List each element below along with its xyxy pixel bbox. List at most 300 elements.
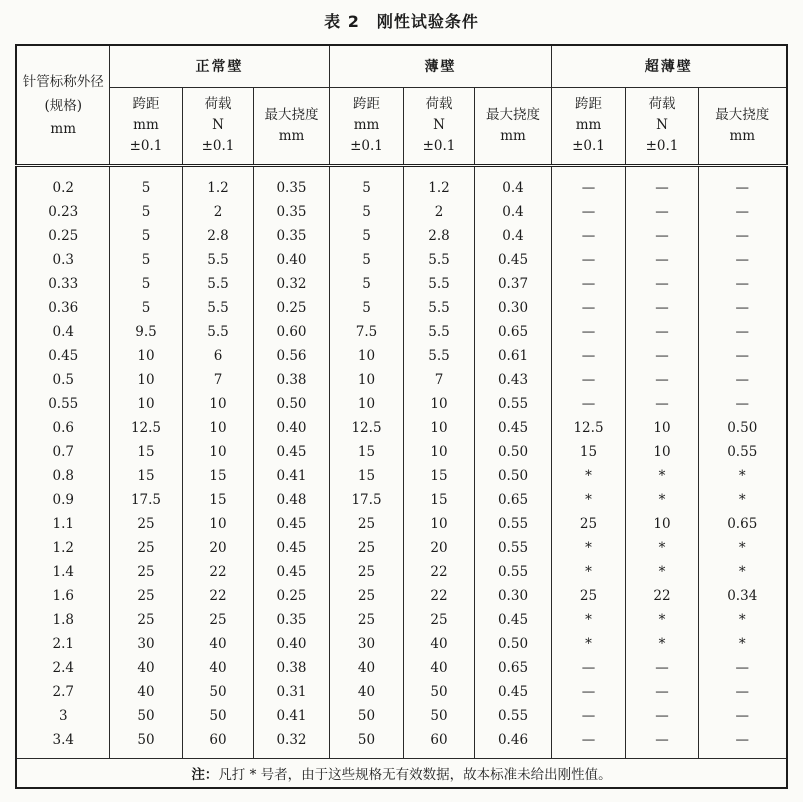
group-label-normal-wall: 正常壁 bbox=[195, 59, 244, 76]
corner-header-name: 针管标称外径(规格) bbox=[22, 73, 104, 114]
value-cell: 5 bbox=[330, 272, 404, 296]
value-cell: 0.32 bbox=[253, 728, 329, 759]
value-cell: — bbox=[552, 272, 626, 296]
value-cell: — bbox=[626, 248, 699, 272]
value-cell: 5 bbox=[109, 296, 182, 320]
value-cell: 5 bbox=[109, 165, 182, 200]
value-cell: 0.38 bbox=[253, 368, 329, 392]
value-cell: * bbox=[626, 608, 699, 632]
value-cell: — bbox=[552, 165, 626, 200]
value-cell: * bbox=[626, 536, 699, 560]
value-cell: — bbox=[626, 704, 699, 728]
value-cell: 5 bbox=[330, 296, 404, 320]
value-cell: 25 bbox=[552, 512, 626, 536]
subheader-text: ±0.1 bbox=[201, 138, 235, 154]
value-cell: 40 bbox=[109, 680, 182, 704]
value-cell: 0.41 bbox=[253, 464, 329, 488]
value-cell: 0.40 bbox=[253, 416, 329, 440]
value-cell: 0.40 bbox=[253, 632, 329, 656]
value-cell: — bbox=[699, 344, 787, 368]
value-cell: 2.8 bbox=[404, 224, 475, 248]
group-header-thin-wall bbox=[330, 45, 552, 87]
value-cell: — bbox=[552, 656, 626, 680]
value-cell: — bbox=[699, 680, 787, 704]
value-cell: 5 bbox=[330, 248, 404, 272]
subheader-text: ±0.1 bbox=[645, 138, 679, 154]
value-cell: 0.40 bbox=[253, 248, 329, 272]
value-cell: 25 bbox=[330, 512, 404, 536]
spec-cell: 2.4 bbox=[16, 656, 109, 680]
value-cell: 10 bbox=[626, 440, 699, 464]
corner-header-cell bbox=[16, 45, 109, 165]
value-cell: — bbox=[699, 368, 787, 392]
subheader-text: ±0.1 bbox=[129, 138, 163, 154]
value-cell: — bbox=[552, 344, 626, 368]
value-cell: 0.60 bbox=[253, 320, 329, 344]
subheader-thin-span bbox=[330, 87, 404, 165]
value-cell: 15 bbox=[552, 440, 626, 464]
value-cell: 40 bbox=[330, 656, 404, 680]
value-cell: 5 bbox=[330, 224, 404, 248]
subheader-ultra-load bbox=[626, 87, 699, 165]
value-cell: — bbox=[626, 392, 699, 416]
subheader-text: 跨距 bbox=[575, 96, 602, 112]
table-row bbox=[16, 248, 786, 272]
spec-cell: 1.4 bbox=[16, 560, 109, 584]
value-cell: 50 bbox=[109, 728, 182, 759]
table-row bbox=[16, 200, 786, 224]
corner-header-unit: mm bbox=[50, 120, 77, 137]
value-cell: 0.41 bbox=[253, 704, 329, 728]
value-cell: 22 bbox=[182, 560, 253, 584]
value-cell: 0.45 bbox=[253, 512, 329, 536]
value-cell: * bbox=[552, 536, 626, 560]
table-row bbox=[16, 416, 786, 440]
table-row bbox=[16, 272, 786, 296]
value-cell: 20 bbox=[182, 536, 253, 560]
value-cell: — bbox=[552, 320, 626, 344]
value-cell: 0.50 bbox=[699, 416, 787, 440]
value-cell: 5 bbox=[109, 200, 182, 224]
table-row bbox=[16, 704, 786, 728]
value-cell: 50 bbox=[182, 680, 253, 704]
value-cell: 0.45 bbox=[475, 416, 552, 440]
value-cell: — bbox=[699, 320, 787, 344]
value-cell: 0.35 bbox=[253, 200, 329, 224]
table-footer bbox=[16, 758, 786, 788]
spec-cell: 0.8 bbox=[16, 464, 109, 488]
subheader-text: 荷载 bbox=[425, 96, 453, 112]
value-cell: — bbox=[552, 200, 626, 224]
value-cell: 0.55 bbox=[475, 512, 552, 536]
subheader-text: 荷载 bbox=[648, 96, 676, 112]
subheader-text: mm bbox=[575, 117, 602, 133]
value-cell: 0.48 bbox=[253, 488, 329, 512]
value-cell: 40 bbox=[404, 656, 475, 680]
value-cell: 0.55 bbox=[475, 392, 552, 416]
spec-cell: 0.7 bbox=[16, 440, 109, 464]
spec-cell: 1.6 bbox=[16, 584, 109, 608]
value-cell: * bbox=[699, 536, 787, 560]
value-cell: * bbox=[699, 560, 787, 584]
value-cell: — bbox=[699, 224, 787, 248]
value-cell: 0.35 bbox=[253, 165, 329, 200]
value-cell: 0.55 bbox=[475, 560, 552, 584]
value-cell: — bbox=[626, 165, 699, 200]
value-cell: 0.45 bbox=[475, 680, 552, 704]
value-cell: 0.34 bbox=[699, 584, 787, 608]
subheader-text: ±0.1 bbox=[572, 138, 605, 154]
spec-cell: 0.33 bbox=[16, 272, 109, 296]
subheader-text: mm bbox=[353, 117, 380, 133]
value-cell: 40 bbox=[182, 632, 253, 656]
value-cell: 5 bbox=[109, 272, 182, 296]
value-cell: 0.65 bbox=[475, 656, 552, 680]
value-cell: 9.5 bbox=[109, 320, 182, 344]
value-cell: 5.5 bbox=[182, 272, 253, 296]
subheader-normal-load bbox=[182, 87, 253, 165]
value-cell: 0.30 bbox=[475, 296, 552, 320]
table-row bbox=[16, 512, 786, 536]
value-cell: 0.45 bbox=[253, 560, 329, 584]
value-cell: — bbox=[699, 165, 787, 200]
value-cell: 22 bbox=[182, 584, 253, 608]
table-row bbox=[16, 536, 786, 560]
value-cell: 20 bbox=[404, 536, 475, 560]
value-cell: 25 bbox=[330, 584, 404, 608]
spec-cell: 0.6 bbox=[16, 416, 109, 440]
value-cell: — bbox=[699, 296, 787, 320]
value-cell: 15 bbox=[404, 464, 475, 488]
spec-cell: 0.2 bbox=[16, 165, 109, 200]
value-cell: 0.38 bbox=[253, 656, 329, 680]
table-row bbox=[16, 368, 786, 392]
table-row bbox=[16, 165, 786, 200]
value-cell: 30 bbox=[109, 632, 182, 656]
value-cell: * bbox=[552, 464, 626, 488]
table-row bbox=[16, 296, 786, 320]
value-cell: 25 bbox=[109, 608, 182, 632]
value-cell: 5 bbox=[330, 200, 404, 224]
value-cell: 0.55 bbox=[475, 704, 552, 728]
value-cell: 17.5 bbox=[109, 488, 182, 512]
subheader-text: mm bbox=[133, 117, 159, 133]
table-row bbox=[16, 392, 786, 416]
value-cell: 40 bbox=[182, 656, 253, 680]
value-cell: 0.25 bbox=[253, 296, 329, 320]
value-cell: 0.45 bbox=[475, 608, 552, 632]
value-cell: — bbox=[699, 392, 787, 416]
value-cell: 0.31 bbox=[253, 680, 329, 704]
subheader-text: N bbox=[656, 117, 668, 133]
value-cell: 0.50 bbox=[253, 392, 329, 416]
value-cell: — bbox=[626, 200, 699, 224]
table-row bbox=[16, 224, 786, 248]
value-cell: 0.4 bbox=[475, 200, 552, 224]
value-cell: 10 bbox=[182, 416, 253, 440]
value-cell: — bbox=[699, 200, 787, 224]
value-cell: — bbox=[699, 728, 787, 759]
spec-cell: 1.2 bbox=[16, 536, 109, 560]
table-row bbox=[16, 560, 786, 584]
value-cell: 0.65 bbox=[475, 320, 552, 344]
value-cell: 15 bbox=[182, 464, 253, 488]
value-cell: — bbox=[626, 656, 699, 680]
value-cell: 25 bbox=[330, 608, 404, 632]
value-cell: 22 bbox=[404, 560, 475, 584]
value-cell: 17.5 bbox=[330, 488, 404, 512]
subheader-text: 最大挠度 bbox=[715, 106, 770, 123]
value-cell: 0.35 bbox=[253, 608, 329, 632]
subheader-normal-deflection bbox=[253, 87, 329, 165]
value-cell: 10 bbox=[109, 368, 182, 392]
value-cell: 5 bbox=[330, 165, 404, 200]
subheader-text: mm bbox=[500, 127, 526, 144]
group-header-normal-wall bbox=[109, 45, 329, 87]
value-cell: 25 bbox=[182, 608, 253, 632]
value-cell: 10 bbox=[404, 512, 475, 536]
value-cell: 5.5 bbox=[182, 296, 253, 320]
value-cell: * bbox=[699, 632, 787, 656]
sub-header-row bbox=[16, 87, 786, 165]
table-row bbox=[16, 608, 786, 632]
value-cell: 0.50 bbox=[475, 440, 552, 464]
value-cell: 10 bbox=[182, 512, 253, 536]
value-cell: 15 bbox=[109, 440, 182, 464]
value-cell: 50 bbox=[404, 704, 475, 728]
value-cell: 10 bbox=[404, 416, 475, 440]
value-cell: — bbox=[552, 224, 626, 248]
spec-cell: 0.5 bbox=[16, 368, 109, 392]
value-cell: — bbox=[699, 704, 787, 728]
value-cell: 25 bbox=[330, 536, 404, 560]
subheader-text: ±0.1 bbox=[350, 138, 383, 154]
value-cell: 10 bbox=[182, 440, 253, 464]
value-cell: 0.65 bbox=[699, 512, 787, 536]
spec-cell: 0.4 bbox=[16, 320, 109, 344]
subheader-thin-load bbox=[404, 87, 475, 165]
value-cell: * bbox=[699, 488, 787, 512]
value-cell: 5.5 bbox=[404, 272, 475, 296]
value-cell: 10 bbox=[109, 392, 182, 416]
value-cell: 0.30 bbox=[475, 584, 552, 608]
value-cell: * bbox=[626, 464, 699, 488]
value-cell: 0.4 bbox=[475, 224, 552, 248]
value-cell: 10 bbox=[330, 392, 404, 416]
value-cell: 25 bbox=[552, 584, 626, 608]
value-cell: * bbox=[626, 488, 699, 512]
value-cell: 7.5 bbox=[330, 320, 404, 344]
value-cell: 0.50 bbox=[475, 464, 552, 488]
value-cell: 10 bbox=[330, 368, 404, 392]
value-cell: * bbox=[699, 608, 787, 632]
value-cell: 15 bbox=[109, 464, 182, 488]
value-cell: 40 bbox=[330, 680, 404, 704]
value-cell: 12.5 bbox=[330, 416, 404, 440]
value-cell: * bbox=[626, 632, 699, 656]
value-cell: 0.61 bbox=[475, 344, 552, 368]
value-cell: 2 bbox=[404, 200, 475, 224]
subheader-text: N bbox=[212, 117, 224, 133]
value-cell: 0.55 bbox=[475, 536, 552, 560]
value-cell: 30 bbox=[330, 632, 404, 656]
table-header bbox=[16, 45, 786, 165]
value-cell: 15 bbox=[404, 488, 475, 512]
table-row bbox=[16, 440, 786, 464]
spec-cell: 1.8 bbox=[16, 608, 109, 632]
value-cell: — bbox=[626, 272, 699, 296]
value-cell: — bbox=[552, 368, 626, 392]
value-cell: — bbox=[552, 392, 626, 416]
value-cell: — bbox=[626, 344, 699, 368]
table-row bbox=[16, 464, 786, 488]
table-row bbox=[16, 488, 786, 512]
value-cell: — bbox=[552, 704, 626, 728]
group-header-ultra-thin-wall bbox=[552, 45, 787, 87]
value-cell: 50 bbox=[182, 704, 253, 728]
table-row bbox=[16, 344, 786, 368]
value-cell: 60 bbox=[404, 728, 475, 759]
value-cell: 5.5 bbox=[404, 296, 475, 320]
subheader-text: 最大挠度 bbox=[264, 106, 319, 123]
value-cell: 0.65 bbox=[475, 488, 552, 512]
spec-cell: 0.45 bbox=[16, 344, 109, 368]
value-cell: 5.5 bbox=[404, 248, 475, 272]
value-cell: 0.45 bbox=[253, 536, 329, 560]
spec-cell: 2.1 bbox=[16, 632, 109, 656]
value-cell: 25 bbox=[330, 560, 404, 584]
table-body bbox=[16, 165, 786, 758]
value-cell: 5.5 bbox=[182, 320, 253, 344]
value-cell: — bbox=[552, 248, 626, 272]
subheader-text: 最大挠度 bbox=[486, 106, 540, 123]
value-cell: 0.32 bbox=[253, 272, 329, 296]
value-cell: * bbox=[626, 560, 699, 584]
value-cell: 0.55 bbox=[699, 440, 787, 464]
note-text: 凡打 * 号者，由于这些规格无有效数据，故本标准未给出刚性值。 bbox=[218, 766, 612, 783]
value-cell: 22 bbox=[404, 584, 475, 608]
table-row bbox=[16, 680, 786, 704]
value-cell: 2 bbox=[182, 200, 253, 224]
value-cell: — bbox=[626, 320, 699, 344]
note-row bbox=[16, 758, 786, 788]
subheader-ultra-span bbox=[552, 87, 626, 165]
spec-cell: 3 bbox=[16, 704, 109, 728]
value-cell: 5 bbox=[109, 248, 182, 272]
value-cell: * bbox=[699, 464, 787, 488]
group-label-thin-wall: 薄壁 bbox=[424, 59, 457, 76]
value-cell: — bbox=[626, 368, 699, 392]
value-cell: 10 bbox=[404, 392, 475, 416]
value-cell: 50 bbox=[404, 680, 475, 704]
value-cell: 5.5 bbox=[404, 320, 475, 344]
value-cell: * bbox=[552, 560, 626, 584]
value-cell: — bbox=[552, 680, 626, 704]
spec-cell: 0.25 bbox=[16, 224, 109, 248]
value-cell: 1.2 bbox=[182, 165, 253, 200]
subheader-text: mm bbox=[729, 127, 756, 144]
value-cell: — bbox=[552, 296, 626, 320]
value-cell: 50 bbox=[330, 704, 404, 728]
value-cell: * bbox=[552, 608, 626, 632]
value-cell: 2.8 bbox=[182, 224, 253, 248]
value-cell: 5.5 bbox=[404, 344, 475, 368]
value-cell: 50 bbox=[109, 704, 182, 728]
table-row bbox=[16, 632, 786, 656]
value-cell: 60 bbox=[182, 728, 253, 759]
value-cell: — bbox=[626, 728, 699, 759]
value-cell: 12.5 bbox=[109, 416, 182, 440]
value-cell: 0.46 bbox=[475, 728, 552, 759]
subheader-text: mm bbox=[278, 127, 305, 144]
subheader-text: N bbox=[433, 117, 445, 133]
subheader-ultra-deflection bbox=[699, 87, 787, 165]
value-cell: 10 bbox=[626, 512, 699, 536]
value-cell: — bbox=[699, 272, 787, 296]
table-row bbox=[16, 728, 786, 759]
spec-cell: 0.36 bbox=[16, 296, 109, 320]
value-cell: 10 bbox=[182, 392, 253, 416]
value-cell: 7 bbox=[404, 368, 475, 392]
value-cell: 0.25 bbox=[253, 584, 329, 608]
value-cell: 15 bbox=[330, 440, 404, 464]
value-cell: 12.5 bbox=[552, 416, 626, 440]
value-cell: * bbox=[552, 632, 626, 656]
value-cell: 10 bbox=[626, 416, 699, 440]
value-cell: — bbox=[699, 248, 787, 272]
table-row bbox=[16, 656, 786, 680]
value-cell: — bbox=[552, 728, 626, 759]
value-cell: 1.2 bbox=[404, 165, 475, 200]
subheader-text: 跨距 bbox=[132, 96, 160, 112]
spec-cell: 0.9 bbox=[16, 488, 109, 512]
value-cell: 10 bbox=[109, 344, 182, 368]
spec-cell: 2.7 bbox=[16, 680, 109, 704]
value-cell: 5 bbox=[109, 224, 182, 248]
table-row bbox=[16, 320, 786, 344]
value-cell: 6 bbox=[182, 344, 253, 368]
value-cell: — bbox=[626, 680, 699, 704]
rigidity-test-conditions-table bbox=[15, 44, 787, 789]
value-cell: 0.45 bbox=[475, 248, 552, 272]
value-cell: 0.50 bbox=[475, 632, 552, 656]
value-cell: 50 bbox=[330, 728, 404, 759]
value-cell: 25 bbox=[109, 536, 182, 560]
value-cell: 25 bbox=[109, 560, 182, 584]
spec-cell: 0.23 bbox=[16, 200, 109, 224]
note-cell bbox=[16, 758, 786, 788]
value-cell: — bbox=[626, 296, 699, 320]
value-cell: 10 bbox=[404, 440, 475, 464]
group-header-row bbox=[16, 45, 786, 87]
value-cell: 0.4 bbox=[475, 165, 552, 200]
value-cell: — bbox=[626, 224, 699, 248]
value-cell: 7 bbox=[182, 368, 253, 392]
value-cell: * bbox=[552, 488, 626, 512]
value-cell: — bbox=[699, 656, 787, 680]
value-cell: 25 bbox=[404, 608, 475, 632]
value-cell: 22 bbox=[626, 584, 699, 608]
subheader-normal-span bbox=[109, 87, 182, 165]
note-label: 注： bbox=[191, 766, 219, 783]
subheader-text: 跨距 bbox=[353, 96, 380, 112]
table-title: 表 2 刚性试验条件 bbox=[324, 12, 479, 31]
subheader-text: ±0.1 bbox=[422, 138, 456, 154]
value-cell: 0.56 bbox=[253, 344, 329, 368]
value-cell: 0.45 bbox=[253, 440, 329, 464]
spec-cell: 3.4 bbox=[16, 728, 109, 759]
value-cell: 15 bbox=[182, 488, 253, 512]
